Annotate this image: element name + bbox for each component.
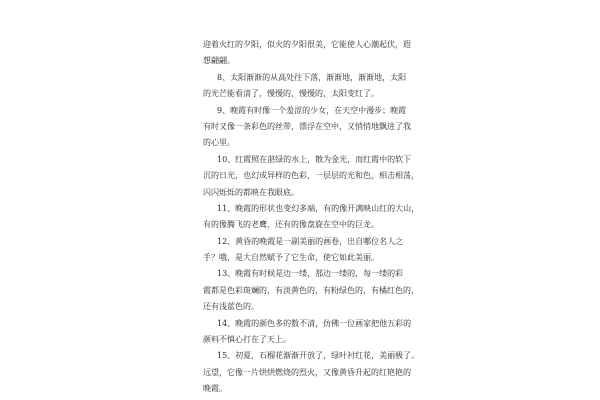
text-line: 11、晚霞的形状也变幻多端，有的像开满映山红的大山， <box>217 203 420 213</box>
text-line: 晚霞。 <box>203 384 227 394</box>
text-line: 14、晚霞的颜色多的数不清，仿佛一位画家把他五彩的 <box>217 318 412 328</box>
text-line: 想翩翩。 <box>203 56 235 66</box>
text-line: 10、红霞照在湛绿的水上，散为金光，而红霞中的软下 <box>217 154 412 164</box>
text-line: 15、初夏，石榴花渐渐开放了，绿叶衬红花，美丽极了。 <box>217 351 420 361</box>
text-line: 手？哦，是大自然赋予了它生命，使它如此美丽。 <box>203 253 379 263</box>
text-line: 有时又像一条彩色的丝带，漂浮在空中，又悄悄地飘进了我 <box>203 121 411 131</box>
text-line: 的心里。 <box>203 138 235 148</box>
text-line: 颜料不慎心打在了天上。 <box>203 335 291 345</box>
text-line: 13、晚霞有时候是边一缕，那边一缕的，每一缕的彩 <box>217 269 404 279</box>
text-line: 12、黄昏的晚霞是一副美丽的画卷，出自哪位名人之 <box>217 236 404 246</box>
text-line: 的光芒能看清了，慢慢的，慢慢的，太阳变红了。 <box>203 89 379 99</box>
text-line: 闪闪烁烁的都映在我眼底。 <box>203 187 299 197</box>
text-line: 8、太阳渐渐的从高处往下落，渐渐地，渐渐地，太阳 <box>217 72 407 82</box>
text-line: 有的像腾飞的老鹰，还有的像盘旋在空中的巨龙。 <box>203 220 379 230</box>
text-line: 迎着火红的夕阳，似火的夕阳很美，它能使人心潮起伏，遐 <box>203 40 411 49</box>
text-line: 远望，它像一片烘烘燃烧的烈火，又像黄昏升起的红艳艳的 <box>203 367 411 377</box>
text-line: 还有浅蓝色的。 <box>203 302 259 312</box>
text-line: 霞都是色彩斑斓的，有淡黄色的，有粉绿色的，有橘红色的， <box>203 285 419 295</box>
document-body <box>203 37 420 398</box>
text-line: 9、晚霞有时像一个羞涩的少女，在天空中漫步；晚霞 <box>217 105 407 115</box>
text-line: 沉的日光，也幻成异样的色彩，一层层的光和色，相击相荡， <box>203 171 419 181</box>
